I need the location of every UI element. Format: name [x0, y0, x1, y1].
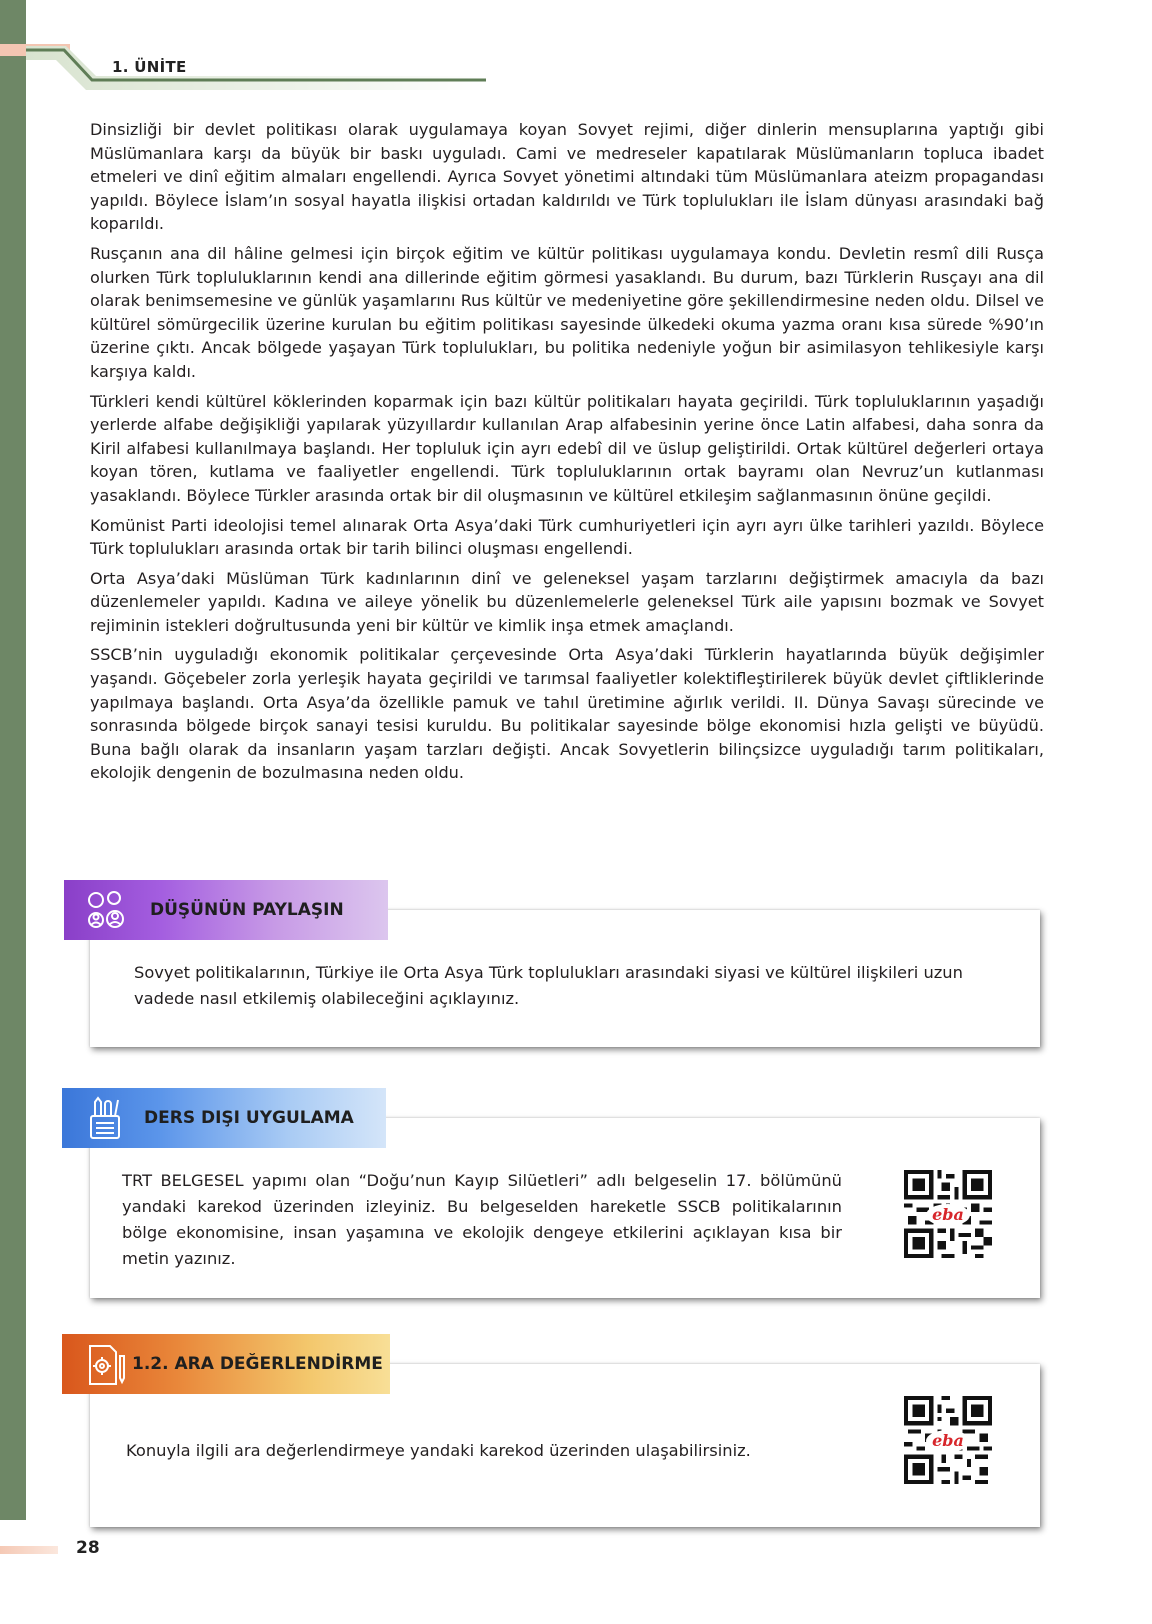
- paragraph: Dinsizliği bir devlet politikası olarak uygulamaya koyan Sovyet rejimi, diğer dinlerin mensuplarına yaptığı gibi Müslümanlara karşı da büyük bir baskı uyguladı. Cami ve medreseler kapatılarak Müslümanların topluca ibadet etmeleri ve dinî eğitim almaları engellendi. Ayrıca Sovyet yönetimi altındaki tüm Müslümanlara ateizm propagandası yapıldı. Böylece İslam’ın sosyal hayatla ilişkisi ortadan kaldırıldı ve Türk toplulukları ile İslam dünyası arasındaki bağ koparıldı.: [90, 120, 1044, 234]
- main-text: [90, 118, 1044, 791]
- document-gear-icon: [82, 1342, 128, 1388]
- people-network-icon: [84, 888, 130, 934]
- extracurricular-text: TRT BELGESEL yapımı olan “Doğu’nun Kayıp Silüetleri” adlı belgeselin 17. bölümünü yandaki karekod üzerinden izleyiniz. Bu belgeselden hareketle SSCB politikalarının bölge ekonomisine, insan yaşamına ve ekolojik dengeye etkilerini açıklayan kısa bir metin yazınız.: [122, 1171, 842, 1268]
- unit-header-band: [26, 46, 486, 98]
- think-share-tab: [64, 880, 388, 940]
- paragraph: Komünist Parti ideolojisi temel alınarak Orta Asya’daki Türk cumhuriyetleri için ayrı ayrı ülke tarihleri yazıldı. Böylece Türk toplulukları arasında ortak bir tarih bilinci oluşması engellendi.: [90, 515, 1044, 559]
- qr-code-icon[interactable]: [904, 1170, 992, 1258]
- pencil-cup-icon: [82, 1096, 128, 1142]
- think-share-text: Sovyet politikalarının, Türkiye ile Orta Asya Türk toplulukları arasındaki siyasi ve kültürel ilişkileri uzun vadede nasıl etkilemiş olabileceğini açıklayınız.: [134, 963, 963, 1008]
- paragraph: SSCB’nin uyguladığı ekonomik politikalar çerçevesinde Orta Asya’daki Türklerin hayatlarında büyük değişimler yaşandı. Göçebeler zorla yerleşik hayata geçirildi ve tarımsal faaliyetler kolektifleştirilerek büyük devlet çiftliklerinde yapılmaya başlandı. Orta Asya’da özellikle pamuk ve tahıl üretimine ağırlık verildi. II. Dünya Savaşı sürecinde ve sonrasında bölgede birçok sanayi tesisi kuruldu. Bu politikalar sayesinde bölge ekonomisi hızla gelişti ve büyüdü. Buna bağlı olarak da insanların yaşam tarzları değişti. Ancak Sovyetlerin bilinçsizce uyguladığı tarım politikaları, ekolojik dengenin de bozulmasına neden oldu.: [90, 645, 1044, 783]
- page-number: 28: [76, 1538, 100, 1558]
- footer-accent-strip: [0, 1546, 58, 1554]
- qr-code-icon[interactable]: [904, 1396, 992, 1484]
- paragraph: Türkleri kendi kültürel köklerinden koparmak için bazı kültür politikaları hayata geçirildi. Türk topluluklarının yaşadığı yerlerde alfabe değişikliği yapılarak yüzyıllardır kullanılan Arap alfabesinin yerine önce Latin alfabesi, daha sonra da Kiril alfabesi kullanılmaya başlandı. Her topluluk için ayrı edebî dil ve üslup geliştirildi. Ortak kültürel değerleri ortaya koyan tören, kutlama ve faaliyetler engellendi. Türk topluluklarının ortak bayramı olan Nevruz’un kutlanması yasaklandı. Böylece Türkler arasında ortak bir dil oluşmasının ve kültürel etkileşim sağlanmasının önüne geçildi.: [90, 391, 1044, 505]
- extracurricular-title: DERS DIŞI UYGULAMA: [144, 1108, 354, 1128]
- eba-logo: eba: [926, 1204, 970, 1226]
- unit-label: 1. ÜNİTE: [112, 58, 187, 76]
- interim-evaluation-tab: [62, 1334, 390, 1394]
- think-share-title: DÜŞÜNÜN PAYLAŞIN: [150, 900, 344, 920]
- extracurricular-tab: [62, 1088, 386, 1148]
- paragraph: Rusçanın ana dil hâline gelmesi için birçok eğitim ve kültür politikası uygulamaya kondu. Devletin resmî dili Rusça olurken Türk topluluklarının kendi ana dillerinde eğitim görmesi yasaklandı. Bu durum, bazı Türklerin Rusçayı ana dil olarak benimsemesine ve günlük yaşamlarını Rus kültür ve medeniyetine göre şekillendirmesine neden oldu. Dilsel ve kültürel sömürgecilik üzerine kurulan bu eğitim politikası sayesinde ülkedeki okuma yazma oranı kısa sürede %90’ın üzerine çıktı. Ancak bölgede yaşayan Türk toplulukları, bu politika nedeniyle yoğun bir asimilasyon tehlikesiyle karşı karşıya kaldı.: [90, 243, 1044, 381]
- interim-evaluation-text: Konuyla ilgili ara değerlendirmeye yandaki karekod üzerinden ulaşabilirsiniz.: [126, 1441, 751, 1460]
- side-color-bar: [0, 0, 26, 1520]
- interim-evaluation-title: 1.2. ARA DEĞERLENDİRME: [132, 1354, 383, 1374]
- paragraph: Orta Asya’daki Müslüman Türk kadınlarının dinî ve geleneksel yaşam tarzlarını değiştirmek amacıyla da bazı düzenlemeler yapıldı. Kadına ve aileye yönelik bu düzenlemelerle geleneksel Türk aile yapısını bozmak ve Sovyet rejiminin istekleri doğrultusunda yeni bir kültür ve kimlik inşa etmek amaçlandı.: [90, 568, 1044, 635]
- eba-logo: eba: [926, 1430, 970, 1452]
